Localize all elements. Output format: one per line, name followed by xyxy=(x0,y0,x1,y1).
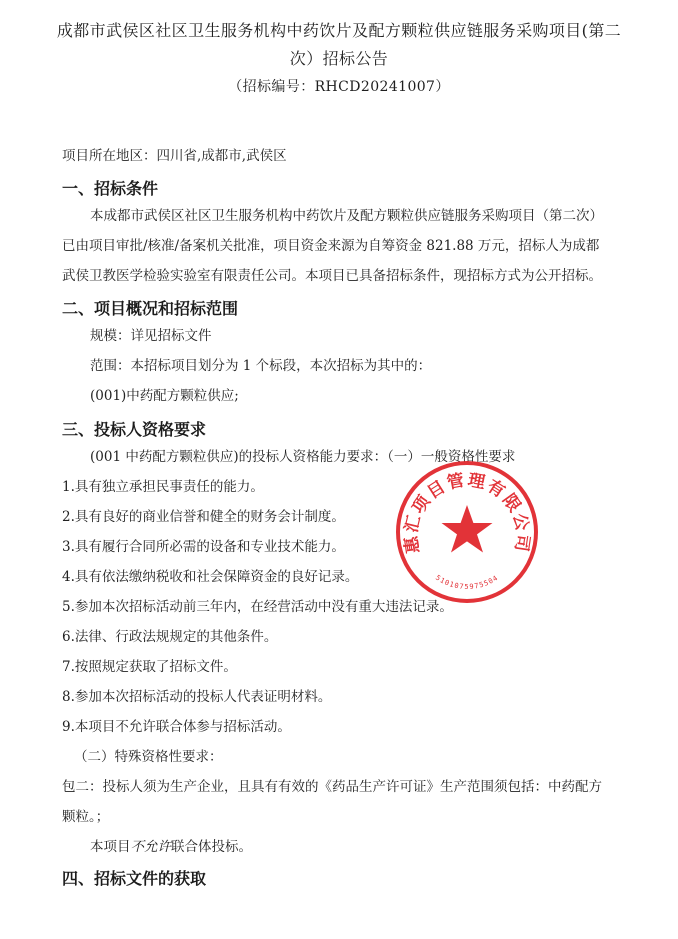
requirement-item-2: 2.具有良好的商业信誉和健全的财务会计制度。 xyxy=(62,509,345,525)
section-1-para-line-1: 本成都市武侯区社区卫生服务机构中药饮片及配方颗粒供应链服务采购项目（第二次） xyxy=(90,208,603,224)
consortium-note-italic: 不允许 xyxy=(130,839,171,855)
requirement-item-9: 9.本项目不允许联合体参与招标活动。 xyxy=(62,719,291,735)
section-2-lot: (001)中药配方颗粒供应; xyxy=(90,388,239,404)
section-1-para-line-3: 武侯卫教医学检验实验室有限责任公司。本项目已具备招标条件，现招标方式为公开招标。 xyxy=(62,268,602,284)
consortium-note-prefix: 本项目 xyxy=(90,839,131,855)
section-4-heading: 四、招标文件的获取 xyxy=(62,869,207,888)
requirement-item-4: 4.具有依法缴纳税收和社会保障资金的良好记录。 xyxy=(62,569,359,585)
project-location: 项目所在地区：四川省,成都市,武侯区 xyxy=(62,148,287,164)
package-2-line-2: 颗粒。； xyxy=(62,809,110,825)
seal-company-name-path: 惠汇项目管理有限公司 xyxy=(401,470,533,555)
title-line-1: 成都市武侯区社区卫生服务机构中药饮片及配方颗粒供应链服务采购项目(第二 xyxy=(56,21,622,40)
requirement-item-1: 1.具有独立承担民事责任的能力。 xyxy=(62,479,264,495)
seal-number-path: 5101075975504 xyxy=(433,573,501,592)
requirement-item-6: 6.法律、行政法规规定的其他条件。 xyxy=(62,629,278,645)
special-requirements-heading: （二）特殊资格性要求： xyxy=(74,749,223,765)
section-2-heading: 二、项目概况和招标范围 xyxy=(62,299,239,318)
consortium-note xyxy=(90,838,650,856)
bid-number: （招标编号：RHCD20241007） xyxy=(228,79,450,95)
requirement-item-7: 7.按照规定获取了招标文件。 xyxy=(62,659,237,675)
section-2-scale: 规模：详见招标文件 xyxy=(90,328,212,344)
section-3-intro: (001 中药配方颗粒供应)的投标人资格能力要求：（一）一般资格性要求 xyxy=(90,449,516,465)
requirement-item-8: 8.参加本次招标活动的投标人代表证明材料。 xyxy=(62,689,332,705)
requirement-item-5: 5.参加本次招标活动前三年内，在经营活动中没有重大违法记录。 xyxy=(62,599,453,615)
title-line-2: 次）招标公告 xyxy=(289,49,389,68)
consortium-note-suffix: 联合体投标。 xyxy=(171,839,252,855)
section-1-para-line-2: 已由项目审批/核准/备案机关批准，项目资金来源为自筹资金 821.88 万元，招标人为成都 xyxy=(62,238,600,254)
requirement-item-3: 3.具有履行合同所必需的设备和专业技术能力。 xyxy=(62,539,345,555)
section-2-scope: 范围：本招标项目划分为 1 个标段，本次招标为其中的： xyxy=(90,358,432,374)
section-1-heading: 一、招标条件 xyxy=(62,179,159,198)
section-3-heading: 三、投标人资格要求 xyxy=(62,420,207,439)
package-2-line-1: 包二：投标人须为生产企业，且具有有效的《药品生产许可证》生产范围须包括：中药配方 xyxy=(62,779,602,795)
